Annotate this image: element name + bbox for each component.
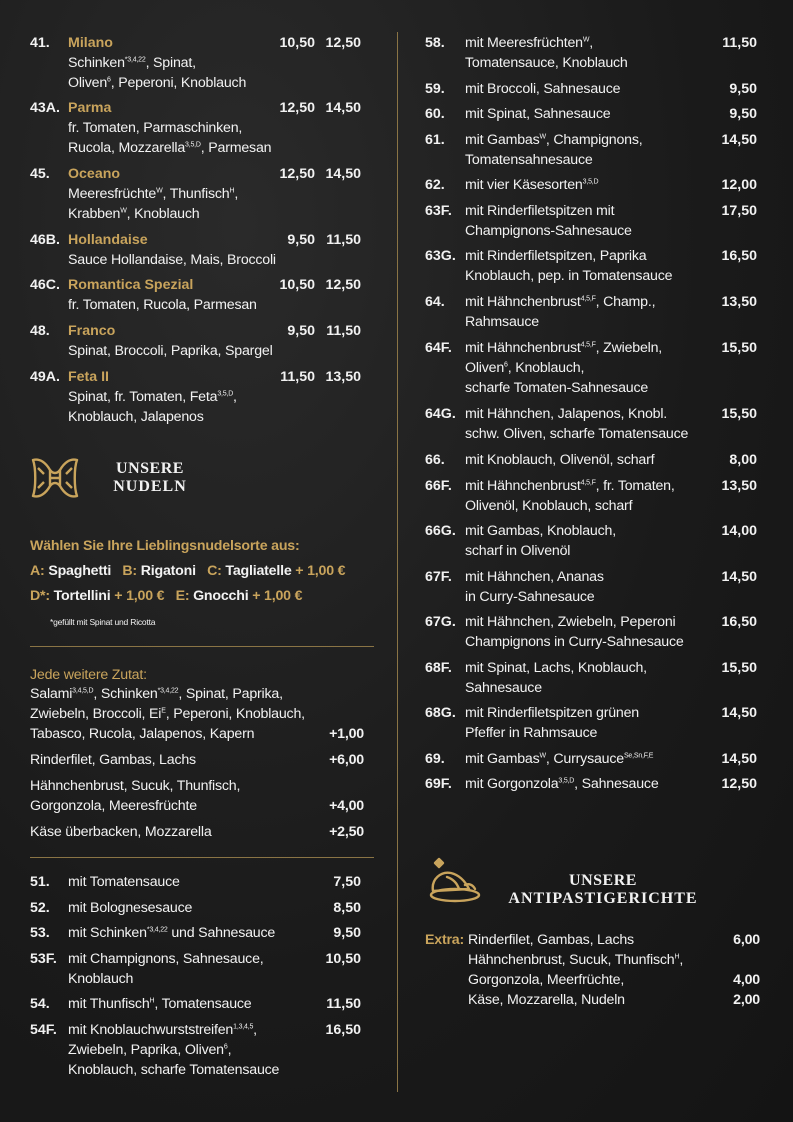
allergen-code: H bbox=[229, 187, 235, 195]
item-description-line: mit Knoblauch, Olivenöl, scharf bbox=[465, 452, 655, 468]
item-description-line: mit Hähnchenbrust$^{4,5,F}$, Champ., bbox=[465, 294, 656, 310]
item-description-line: schw. Oliven, scharfe Tomatensauce bbox=[465, 426, 689, 442]
item-description-line: Zwiebeln, Paprika, Oliven$^6$, bbox=[68, 1042, 232, 1058]
item-price: 12,50 bbox=[721, 776, 757, 792]
item-price: 11,50 bbox=[722, 35, 757, 51]
item-number: 48. bbox=[30, 323, 50, 339]
extras-line1: Salami$^{3,4,5,D}$, Schinken$^{*3,4,22}$, Spinat, Paprika, bbox=[30, 686, 283, 702]
allergen-code: 4,5,F bbox=[580, 341, 596, 349]
item-body bbox=[68, 994, 251, 1014]
noodles-header-line2: NUDELN bbox=[113, 478, 187, 495]
price-large: 11,50 bbox=[326, 232, 361, 248]
antipasti-header-line1: UNSERE bbox=[569, 872, 637, 889]
item-description-line: mit Hähnchen, Zwiebeln, Peperoni bbox=[465, 614, 676, 630]
item-name: Feta II bbox=[68, 369, 109, 385]
allergen-code: 4,5,F bbox=[580, 295, 596, 303]
allergen-code: W bbox=[156, 187, 163, 195]
item-description-line: mit Gambas$^W$, Currysauce$^{Se,Sn,F,E}$ bbox=[465, 751, 654, 767]
item-price: 14,50 bbox=[721, 132, 757, 148]
item-description-line: mit Meeresfrüchten$^W$, bbox=[465, 35, 593, 51]
item-body bbox=[68, 275, 257, 315]
item-name: Parma bbox=[68, 100, 112, 116]
divider bbox=[30, 646, 374, 647]
item-description-line: Sahnesauce bbox=[465, 680, 542, 696]
price-large: 14,50 bbox=[325, 166, 361, 182]
extras-line3: Tabasco, Rucola, Jalapenos, Kapern bbox=[30, 726, 255, 742]
noodle-key: A: bbox=[30, 563, 49, 579]
item-description-line: mit Rinderfiletspitzen, Paprika bbox=[465, 248, 647, 264]
item-description-line: Knoblauch bbox=[68, 971, 134, 987]
item-description-line: Rucola, Mozzarella$^{3,5,D}$, Parmesan bbox=[68, 140, 272, 156]
price-large: 11,50 bbox=[326, 323, 361, 339]
item-description-line: Knoblauch, pep. in Tomatensauce bbox=[465, 268, 673, 284]
item-name: Romantica Spezial bbox=[68, 277, 194, 293]
allergen-code: *3,4,22 bbox=[146, 926, 168, 934]
item-number: 63G. bbox=[425, 248, 456, 264]
price-large: 14,50 bbox=[325, 100, 361, 116]
item-description-line: Oliven$^6$, Knoblauch, bbox=[465, 360, 585, 376]
item-body bbox=[465, 338, 662, 398]
item-number: 51. bbox=[30, 874, 50, 890]
item-body bbox=[465, 292, 655, 332]
noodle-surcharge: + 1,00 € bbox=[110, 588, 165, 604]
item-price: 16,50 bbox=[721, 614, 757, 630]
extras-line4: Rinderfilet, Gambas, Lachs bbox=[30, 752, 196, 768]
item-name: Franco bbox=[68, 323, 116, 339]
extras-label: Jede weitere Zutat: bbox=[30, 667, 147, 683]
extras-price-1: +1,00 bbox=[329, 726, 364, 742]
price-large: 13,50 bbox=[325, 369, 361, 385]
item-body bbox=[465, 175, 598, 195]
item-price: 16,50 bbox=[325, 1022, 361, 1038]
item-description-line: Pfeffer in Rahmsauce bbox=[465, 725, 598, 741]
item-number: 66F. bbox=[425, 478, 452, 494]
item-body bbox=[68, 898, 192, 918]
noodles-header-line1: UNSERE bbox=[116, 460, 184, 477]
allergen-code: 3,5,D bbox=[185, 141, 201, 149]
antipasti-price1: 6,00 bbox=[733, 932, 760, 948]
item-body bbox=[465, 79, 620, 99]
item-number: 53F. bbox=[30, 951, 57, 967]
item-body bbox=[465, 703, 639, 743]
price-small: 12,50 bbox=[279, 100, 315, 116]
item-description-line: Champignons in Curry-Sahnesauce bbox=[465, 634, 684, 650]
allergen-code: 3,5,D bbox=[582, 178, 599, 186]
item-number: 62. bbox=[425, 177, 445, 193]
antipasti-line1: Rinderfilet, Gambas, Lachs bbox=[468, 932, 634, 948]
item-description-line: mit vier Käsesorten$^{3,5,D}$ bbox=[465, 177, 599, 193]
extras-line5: Hähnchenbrust, Sucuk, Thunfisch, bbox=[30, 778, 241, 794]
item-body bbox=[465, 201, 632, 241]
item-description-line: Krabben$^W$, Knoblauch bbox=[68, 206, 200, 222]
item-price: 13,50 bbox=[721, 478, 757, 494]
item-number: 64G. bbox=[425, 406, 456, 422]
item-price: 14,50 bbox=[721, 751, 757, 767]
item-body bbox=[68, 321, 273, 361]
item-number: 58. bbox=[425, 35, 445, 51]
item-description-line: mit Tomatensauce bbox=[68, 874, 180, 890]
allergen-code: 1,3,4,5 bbox=[233, 1023, 254, 1031]
noodles-choose-label: Wählen Sie Ihre Lieblingsnudelsorte aus: bbox=[30, 538, 300, 554]
item-number: 66. bbox=[425, 452, 445, 468]
item-body bbox=[465, 246, 672, 286]
item-price: 17,50 bbox=[721, 203, 757, 219]
allergen-code: W bbox=[539, 752, 546, 760]
item-description-line: Spinat, fr. Tomaten, Feta$^{3,5,D}$, bbox=[68, 389, 237, 405]
price-small: 9,50 bbox=[287, 232, 315, 248]
allergen-code: 6 bbox=[504, 361, 508, 369]
noodles-row1 bbox=[30, 561, 345, 581]
price-small: 10,50 bbox=[279, 35, 315, 51]
item-number: 68F. bbox=[425, 660, 452, 676]
item-description-line: mit Schinken$^{*3,4,22}$ und Sahnesauce bbox=[68, 925, 276, 941]
item-description-line: Tomatensauce, Knoblauch bbox=[465, 55, 628, 71]
antipasti-line3: Gorgonzola, Meerfrüchte, bbox=[468, 972, 625, 988]
item-number: 69F. bbox=[425, 776, 452, 792]
item-body bbox=[68, 230, 276, 270]
noodle-key: D*: bbox=[30, 588, 54, 604]
item-name: Hollandaise bbox=[68, 232, 148, 248]
item-description-line: mit Gorgonzola$^{3,5,D}$, Sahnesauce bbox=[465, 776, 659, 792]
noodle-name: Rigatoni bbox=[140, 563, 196, 579]
item-number: 45. bbox=[30, 166, 50, 182]
item-description-line: Tomatensahnesauce bbox=[465, 152, 593, 168]
price-small: 11,50 bbox=[280, 369, 315, 385]
antipasti-price4: 2,00 bbox=[733, 992, 760, 1008]
antipasti-line4: Käse, Mozzarella, Nudeln bbox=[468, 992, 625, 1008]
allergen-code: W bbox=[539, 133, 546, 141]
antipasti-extra-label: Extra: bbox=[425, 932, 465, 948]
item-description-line: Rahmsauce bbox=[465, 314, 539, 330]
item-description-line: mit Hähnchen, Jalapenos, Knobl. bbox=[465, 406, 668, 422]
noodle-key: E: bbox=[175, 588, 194, 604]
price-large: 12,50 bbox=[325, 277, 361, 293]
allergen-code: W bbox=[582, 36, 590, 44]
allergen-code: 6 bbox=[223, 1043, 228, 1051]
extras-line2: Zwiebeln, Broccoli, $Ei^E$, Peperoni, Knoblauch, bbox=[30, 706, 305, 722]
item-body bbox=[465, 104, 610, 124]
item-price: 14,00 bbox=[721, 523, 757, 539]
antipasti-line2: Hähnchenbrust, Sucuk, Thunfisch$^H$, bbox=[468, 952, 684, 968]
item-description-line: mit Spinat, Lachs, Knoblauch, bbox=[465, 660, 647, 676]
item-description-line: Champignons-Sahnesauce bbox=[465, 223, 632, 239]
item-body bbox=[465, 130, 642, 170]
item-number: 66G. bbox=[425, 523, 456, 539]
item-description-line: in Curry-Sahnesauce bbox=[465, 589, 595, 605]
item-description-line: Knoblauch, Jalapenos bbox=[68, 409, 204, 425]
antipasti-price3: 4,00 bbox=[733, 972, 760, 988]
noodle-name: Gnocchi bbox=[193, 588, 249, 604]
item-number: 54. bbox=[30, 996, 50, 1012]
item-body bbox=[68, 949, 264, 989]
item-description-line: mit Spinat, Sahnesauce bbox=[465, 106, 611, 122]
item-number: 46B. bbox=[30, 232, 60, 248]
item-price: 7,50 bbox=[333, 874, 361, 890]
item-body bbox=[68, 1020, 279, 1080]
item-price: 8,50 bbox=[333, 900, 361, 916]
item-body bbox=[68, 872, 180, 892]
item-description-line: mit Gambas, Knoblauch, bbox=[465, 523, 616, 539]
allergen-code: 4,5,F bbox=[580, 479, 596, 487]
extras-line7: Käse überbacken, Mozzarella bbox=[30, 824, 212, 840]
item-name: Milano bbox=[68, 35, 113, 51]
allergen-code: H bbox=[149, 997, 155, 1005]
price-small: 10,50 bbox=[279, 277, 315, 293]
item-number: 63F. bbox=[425, 203, 452, 219]
item-price: 15,50 bbox=[721, 406, 757, 422]
item-description-line: mit Hähnchenbrust$^{4,5,F}$, fr. Tomaten, bbox=[465, 478, 675, 494]
item-description-line: fr. Tomaten, Rucola, Parmesan bbox=[68, 297, 257, 313]
item-description-line: Spinat, Broccoli, Paprika, Spargel bbox=[68, 343, 273, 359]
item-name: Oceano bbox=[68, 166, 121, 182]
item-price: 13,50 bbox=[721, 294, 757, 310]
item-number: 64. bbox=[425, 294, 445, 310]
item-price: 9,50 bbox=[333, 925, 361, 941]
item-body bbox=[68, 33, 246, 93]
item-body bbox=[465, 476, 675, 516]
item-price: 14,50 bbox=[721, 569, 757, 585]
item-number: 54F. bbox=[30, 1022, 57, 1038]
item-body bbox=[465, 33, 628, 73]
item-number: 49A. bbox=[30, 369, 60, 385]
item-price: 10,50 bbox=[325, 951, 361, 967]
item-description-line: mit Bolognesesauce bbox=[68, 900, 193, 916]
item-number: 67G. bbox=[425, 614, 456, 630]
extras-price-4: +2,50 bbox=[329, 824, 364, 840]
noodles-row2 bbox=[30, 586, 302, 606]
item-price: 14,50 bbox=[721, 705, 757, 721]
item-description-line: Meeresfrüchte$^W$, Thunfisch$^H$, bbox=[68, 186, 239, 202]
noodles-footnote: *gefüllt mit Spinat und Ricotta bbox=[50, 617, 156, 627]
item-body bbox=[465, 521, 616, 561]
item-description-line: Oliven$^6$, Peperoni, Knoblauch bbox=[68, 75, 247, 91]
allergen-code: Se,Sn,F,E bbox=[623, 752, 654, 760]
allergen-code: W bbox=[120, 207, 127, 215]
antipasti-dish-icon bbox=[425, 855, 481, 907]
item-body bbox=[465, 774, 659, 794]
item-number: 53. bbox=[30, 925, 50, 941]
item-body bbox=[465, 749, 653, 769]
item-price: 11,50 bbox=[326, 996, 361, 1012]
allergen-code: *3,4,22 bbox=[124, 56, 146, 64]
item-number: 67F. bbox=[425, 569, 452, 585]
item-price: 15,50 bbox=[721, 660, 757, 676]
allergen-code: 6 bbox=[107, 76, 111, 84]
item-description-line: scharfe Tomaten-Sahnesauce bbox=[465, 380, 649, 396]
item-body bbox=[68, 923, 275, 943]
item-description-line: mit Broccoli, Sahnesauce bbox=[465, 81, 621, 97]
item-number: 46C. bbox=[30, 277, 60, 293]
item-price: 16,50 bbox=[721, 248, 757, 264]
item-description-line: mit Champignons, Sahnesauce, bbox=[68, 951, 264, 967]
extras-price-3: +4,00 bbox=[329, 798, 364, 814]
item-number: 69. bbox=[425, 751, 445, 767]
divider bbox=[30, 857, 374, 858]
item-body bbox=[465, 567, 604, 607]
item-description-line: mit Rinderfiletspitzen grünen bbox=[465, 705, 639, 721]
price-large: 12,50 bbox=[325, 35, 361, 51]
column-divider bbox=[397, 32, 398, 1092]
antipasti-header-line2: ANTIPASTIGERICHTE bbox=[508, 890, 698, 907]
noodle-name: Spaghetti bbox=[48, 563, 112, 579]
item-description-line: fr. Tomaten, Parmaschinken, bbox=[68, 120, 243, 136]
item-body bbox=[465, 450, 654, 470]
allergen-code: 3,5,D bbox=[558, 777, 575, 785]
item-body bbox=[68, 164, 238, 224]
noodle-name: Tortellini bbox=[53, 588, 111, 604]
item-number: 41. bbox=[30, 35, 50, 51]
farfalle-pasta-icon bbox=[30, 454, 80, 502]
item-description-line: Olivenöl, Knoblauch, scharf bbox=[465, 498, 633, 514]
item-description-line: mit Thunfisch$^H$, Tomatensauce bbox=[68, 996, 252, 1012]
noodle-surcharge: + 1,00 € bbox=[248, 588, 303, 604]
item-price: 9,50 bbox=[729, 106, 757, 122]
item-price: 15,50 bbox=[721, 340, 757, 356]
item-description-line: Schinken$^{*3,4,22}$, Spinat, bbox=[68, 55, 196, 71]
item-number: 43A. bbox=[30, 100, 60, 116]
item-description-line: mit Gambas$^W$, Champignons, bbox=[465, 132, 643, 148]
item-body bbox=[465, 404, 688, 444]
item-price: 8,00 bbox=[729, 452, 757, 468]
item-number: 64F. bbox=[425, 340, 452, 356]
noodle-surcharge: + 1,00 € bbox=[291, 563, 346, 579]
item-number: 52. bbox=[30, 900, 50, 916]
price-small: 9,50 bbox=[287, 323, 315, 339]
item-number: 68G. bbox=[425, 705, 456, 721]
allergen-code: 3,5,D bbox=[217, 390, 234, 398]
item-body bbox=[465, 658, 647, 698]
item-number: 59. bbox=[425, 81, 445, 97]
noodle-key: C: bbox=[207, 563, 226, 579]
price-small: 12,50 bbox=[279, 166, 315, 182]
item-body bbox=[465, 612, 684, 652]
extras-price-2: +6,00 bbox=[329, 752, 364, 768]
item-number: 61. bbox=[425, 132, 445, 148]
item-description-line: scharf in Olivenöl bbox=[465, 543, 571, 559]
item-description-line: Sauce Hollandaise, Mais, Broccoli bbox=[68, 252, 276, 268]
item-number: 60. bbox=[425, 106, 445, 122]
item-description-line: Knoblauch, scharfe Tomatensauce bbox=[68, 1062, 280, 1078]
item-price: 12,00 bbox=[721, 177, 757, 193]
item-body bbox=[68, 367, 237, 427]
item-body bbox=[68, 98, 271, 158]
extras-line6: Gorgonzola, Meeresfrüchte bbox=[30, 798, 197, 814]
noodle-name: Tagliatelle bbox=[225, 563, 292, 579]
item-description-line: mit Hähnchen, Ananas bbox=[465, 569, 604, 585]
item-description-line: mit Knoblauchwurststreifen$^{1,3,4,5}$, bbox=[68, 1022, 257, 1038]
item-price: 9,50 bbox=[729, 81, 757, 97]
item-description-line: mit Hähnchenbrust$^{4,5,F}$, Zwiebeln, bbox=[465, 340, 663, 356]
item-description-line: mit Rinderfiletspitzen mit bbox=[465, 203, 615, 219]
noodle-key: B: bbox=[122, 563, 141, 579]
